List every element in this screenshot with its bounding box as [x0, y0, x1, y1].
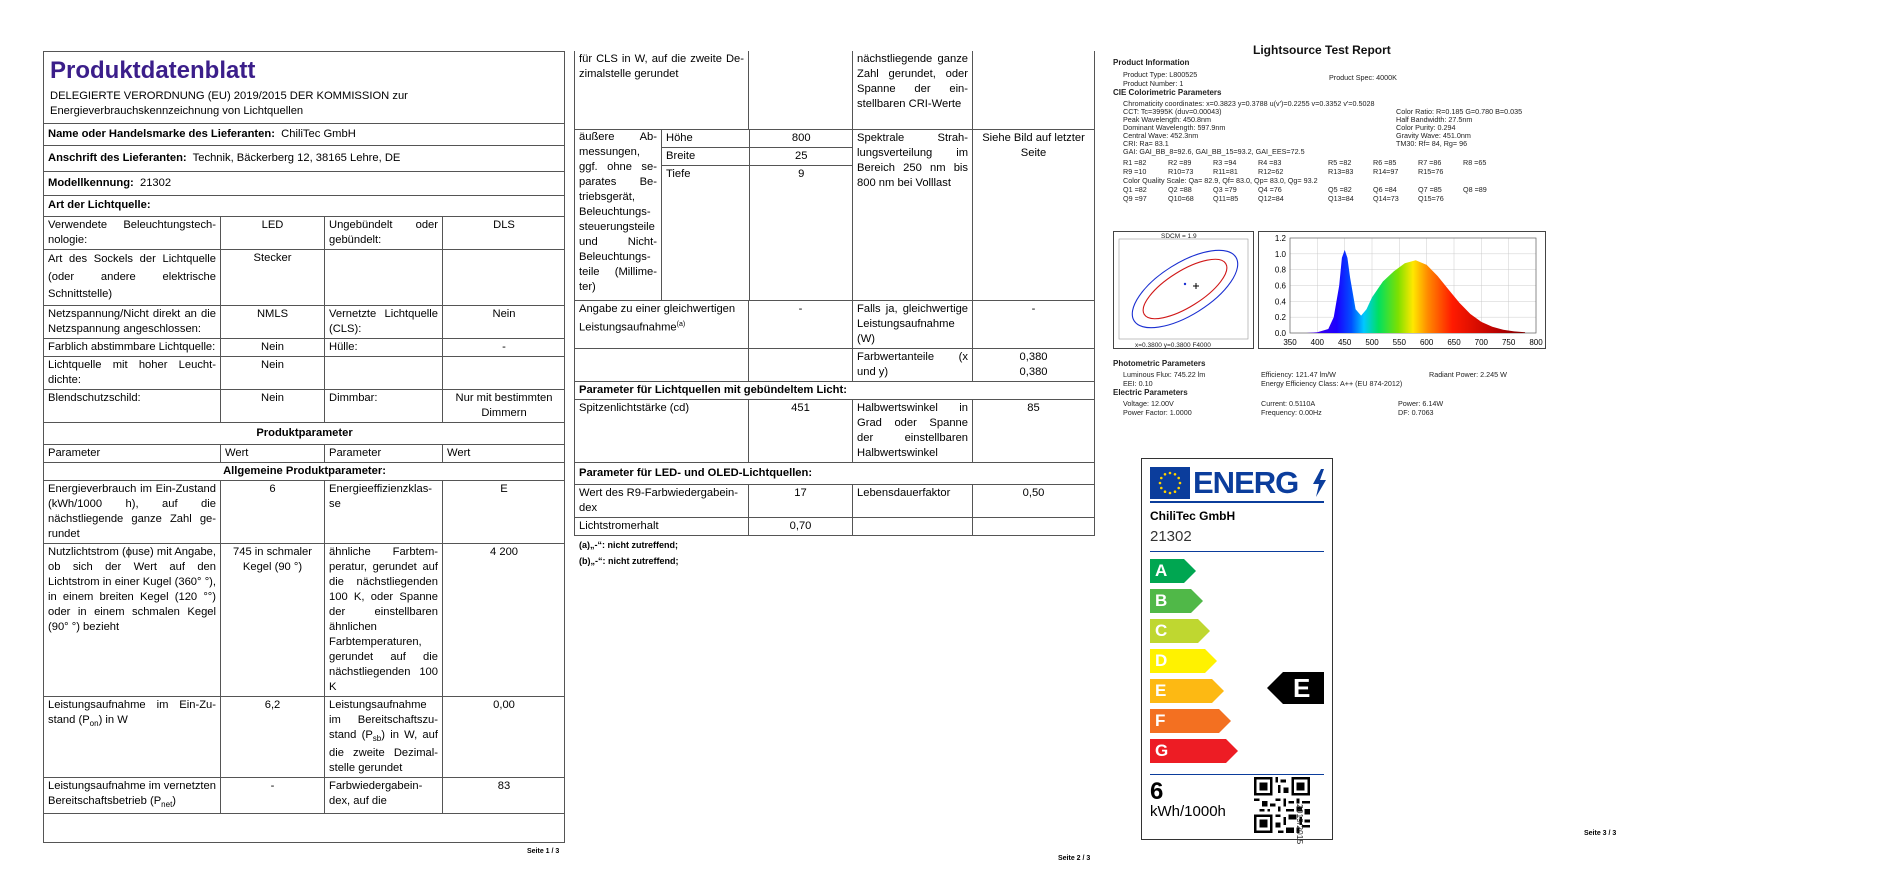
cell-value: Nur mit bestimmten Dimmern — [443, 389, 566, 422]
col-header-param: Parameter — [44, 444, 221, 462]
x-tick-label: 750 — [1501, 338, 1516, 347]
power: Power: 6.14W — [1398, 399, 1444, 408]
cell-value: 0,50 — [973, 485, 1095, 518]
y-tick-label: 1.0 — [1274, 249, 1286, 259]
cell-value: 451 — [749, 400, 853, 463]
cell-value: 0,380 0,380 — [973, 349, 1095, 382]
table-row — [44, 543, 566, 696]
product-number: Product Number: 1 — [1123, 79, 1184, 88]
q-value: Q15=76 — [1418, 194, 1444, 203]
cie-right-line: TM30: Rf= 84, Rg= 96 — [1396, 139, 1468, 148]
cell-label: für CLS in W, auf die zweite Dezimalstelle gerundet — [575, 51, 749, 130]
r-value: R7 =86 — [1418, 158, 1442, 167]
cell-value: - — [221, 777, 325, 813]
measured-point — [1184, 283, 1186, 285]
cell-value: 745 in schmaler Kegel (90 °) — [221, 543, 325, 696]
table-row — [575, 130, 1095, 301]
led-heading: Parameter für LED- und OLED-Lichtquellen: — [575, 463, 1095, 485]
cell-value: E — [443, 480, 566, 543]
page-number-2: Seite 2 / 3 — [1058, 855, 1091, 862]
cie-right-line: Gravity Wave: 451.0nm — [1396, 131, 1471, 140]
cell-value: 6 — [221, 480, 325, 543]
y-tick-label: 0.2 — [1274, 313, 1286, 323]
photometric-heading: Photometric Parameters — [1113, 359, 1206, 368]
col-header-param: Parameter — [325, 444, 443, 462]
r-value: R14=97 — [1373, 167, 1399, 176]
q-value: Q4 =76 — [1258, 185, 1282, 194]
cell-value: Nein — [443, 305, 566, 338]
cell-label: Ungebündelt oder gebündelt: — [325, 217, 443, 250]
page-number-1: Seite 1 / 3 — [527, 848, 560, 855]
cell-label: Energieeffizienzklasse — [325, 480, 443, 543]
r-value: R9 =10 — [1123, 167, 1147, 176]
page-number-3: Seite 3 / 3 — [1584, 830, 1617, 837]
voltage: Voltage: 12.00V — [1123, 399, 1174, 408]
product-params-heading: Produktparameter — [44, 422, 566, 444]
table-row — [44, 356, 566, 389]
cell-label: Netzspannung/Nicht direkt an die Netzspannung angeschlossen: — [44, 305, 221, 338]
r-value: R8 =65 — [1463, 158, 1487, 167]
cell-value: Nein — [221, 389, 325, 422]
cie-line: GAI: GAI_BB_8=92.6, GAI_BB_15=93.2, GAI_EES=72.5 — [1123, 147, 1305, 156]
cell-value: LED — [221, 217, 325, 250]
q-value: Q11=85 — [1213, 194, 1239, 203]
energy-class-b — [1150, 589, 1203, 613]
energy-class-letter: E — [1155, 681, 1167, 700]
width-label: Breite — [662, 148, 749, 166]
cell-value: DLS — [443, 217, 566, 250]
cell-label: Farblich abstimmbare Lichtquelle: — [44, 338, 221, 356]
address-label: Anschrift des Lieferanten: — [48, 152, 187, 164]
cie-line: Chromaticity coordinates: x=0.3823 y=0.3788 u(v')=0.2255 v=0.3352 v'=0.5028 — [1123, 99, 1375, 108]
y-tick-label: 0.4 — [1274, 297, 1286, 307]
energy-class-d — [1150, 649, 1217, 673]
cell-label: Halbwertswinkel in Grad oder Spanne der einstellbaren Halbwertswinkel — [853, 400, 973, 463]
r-value: R2 =89 — [1168, 158, 1192, 167]
table-row — [44, 389, 566, 422]
page-2 — [574, 51, 1093, 566]
q-value: Q9 =97 — [1123, 194, 1147, 203]
energy-class-letter: D — [1155, 651, 1168, 670]
x-tick-label: 550 — [1392, 338, 1407, 347]
cell-label: Leistungsaufnahme im Ein-Zustand $(P_{on})$ in W — [44, 696, 221, 777]
product-data-table — [43, 123, 565, 814]
energy-class-e — [1150, 679, 1224, 703]
energy-lightning-icon — [1311, 469, 1327, 497]
sdcm-label: SDCM = 1.9 — [1161, 233, 1197, 240]
table-row — [44, 217, 566, 250]
cie-line: Central Wave: 452.3nm — [1123, 131, 1199, 140]
selected-class-arrow — [1267, 672, 1324, 704]
y-tick-label: 0.0 — [1274, 329, 1286, 338]
product-data-table-2 — [574, 51, 1095, 536]
x-tick-label: 350 — [1283, 338, 1297, 347]
light-source-type-label: Art der Lichtquelle: — [44, 196, 566, 217]
luminous-flux: Luminous Flux: 745.22 lm — [1123, 370, 1206, 379]
energy-class-g — [1150, 739, 1238, 763]
y-tick-label: 0.6 — [1274, 281, 1286, 291]
r-value: R10=73 — [1168, 167, 1194, 176]
table-row — [575, 349, 1095, 382]
r-value: R5 =82 — [1328, 158, 1352, 167]
cell-label: Verwendete Beleuchtungstechnologie: — [44, 217, 221, 250]
table-row — [44, 696, 566, 777]
supplier-name: ChiliTec GmbH — [281, 128, 356, 140]
general-params-heading: Allgemeine Produktparameter: — [44, 462, 566, 480]
spectrum-chart — [1258, 231, 1546, 349]
q-value: Q5 =82 — [1328, 185, 1352, 194]
q-value: Q7 =85 — [1418, 185, 1442, 194]
x-tick-label: 500 — [1365, 338, 1379, 347]
energy-class-letter: A — [1155, 561, 1168, 580]
cie-line: Peak Wavelength: 450.8nm — [1123, 115, 1212, 124]
consumption-unit: kWh/1000h — [1150, 803, 1226, 820]
cell-value: Siehe Bild auf letzter Seite — [973, 130, 1095, 301]
cie-right-line: Color Purity: 0.294 — [1396, 123, 1456, 132]
cell-value: Nein — [221, 338, 325, 356]
x-tick-label: 800 — [1529, 338, 1543, 347]
cell-value: 0,70 — [749, 518, 853, 536]
product-type: Product Type: L800525 — [1123, 70, 1198, 79]
r-value: R6 =85 — [1373, 158, 1397, 167]
test-report — [1113, 44, 1543, 434]
chromaticity-diagram — [1113, 231, 1254, 349]
cell-label: Leistungsaufnahme im Bereitschaftszustand $(P_{sb})$ in W, auf die zweite Dezimalstelle gerundet — [325, 696, 443, 777]
table-row — [44, 250, 566, 306]
dimensions-label: äußere Abmessungen, ggf. ohne separates Betriebsgerät, Beleuchtungssteuerungsteile und Nicht-Beleuchtungsteile (Millimeter) — [575, 130, 662, 301]
power-factor: Power Factor: 1.0000 — [1123, 408, 1192, 417]
table-row — [575, 518, 1095, 536]
frequency: Frequency: 0.00Hz — [1261, 408, 1322, 417]
radiant-power: Radiant Power: 2.245 W — [1429, 370, 1507, 379]
q-value: Q13=84 — [1328, 194, 1354, 203]
x-tick-label: 700 — [1474, 338, 1489, 347]
width-value: 25 — [749, 148, 853, 166]
footnote-b: (b)„-“: nicht zutreffend; — [579, 556, 679, 566]
q-value: Q6 =84 — [1373, 185, 1397, 194]
cell-value: 85 — [973, 400, 1095, 463]
model-id: 21302 — [139, 177, 172, 189]
cell-label: Hülle: — [325, 338, 443, 356]
label-model: 21302 — [1150, 528, 1192, 545]
r-value: R13=83 — [1328, 167, 1354, 176]
col-header-value: Wert — [221, 444, 325, 462]
r-value: R1 =82 — [1123, 158, 1147, 167]
energy-class-letter: F — [1155, 711, 1166, 730]
chroma-caption: x=0.3800 y=0.3800 F4000 — [1135, 342, 1211, 349]
cell-label: Falls ja, gleichwertige Leistungsaufnahme (W) — [853, 301, 973, 349]
cell-label: Blendschutzschild: — [44, 389, 221, 422]
footnote-a: (a)„-“: nicht zutreffend; — [579, 540, 678, 550]
product-spec: Product Spec: 4000K — [1329, 73, 1397, 82]
x-tick-label: 650 — [1447, 338, 1461, 347]
y-tick-label: 1.2 — [1274, 234, 1286, 243]
energy-class-letter: C — [1155, 621, 1168, 640]
table-row — [575, 301, 1095, 349]
y-tick-label: 0.8 — [1274, 265, 1286, 275]
cell-label: Wert des R9-Farbwiedergabeindex — [575, 485, 749, 518]
cell-label: Nutzlichtstrom (ϕuse) mit Angabe, ob sich der Wert auf den Lichtstrom in einer Kugel (360° °), in einem breiten Kegel (120 °°) oder in einem schmalen Kegel (90° °) bezieht — [44, 543, 221, 696]
cell-value: - — [443, 338, 566, 356]
label-supplier: ChiliTec GmbH — [1150, 509, 1236, 523]
consumption-value: 6 — [1150, 778, 1164, 805]
energy-class-letter: B — [1155, 591, 1168, 610]
q-value: Q12=84 — [1258, 194, 1284, 203]
r-value: R11=81 — [1213, 167, 1238, 176]
r-value: R4 =83 — [1258, 158, 1282, 167]
label-regulation: 2019/2015 — [1295, 804, 1305, 845]
current: Current: 0.5110A — [1261, 399, 1316, 408]
height-value: 800 — [749, 130, 853, 148]
x-tick-label: 450 — [1337, 338, 1352, 347]
table-row — [44, 777, 566, 813]
q-value: Q3 =79 — [1213, 185, 1237, 194]
table-row — [44, 305, 566, 338]
cell-label: Leistungsaufnahme im vernetzten Bereitschaftsbetrieb $(P_{net})$ — [44, 777, 221, 813]
cie-line: CRI: Ra= 83.1 — [1123, 139, 1169, 148]
cell-label: Energieverbrauch im Ein-Zustand (kWh/1000 h), auf die nächstliegende ganze Zahl gerundet — [44, 480, 221, 543]
cie-line: CCT: Tc=3995K (duv=0.00043) — [1123, 107, 1222, 116]
cell-label: nächstliegende ganze Zahl gerundet, oder Spanne der einstellbaren CRI-Werte — [853, 51, 973, 130]
cell-label: Dimmbar: — [325, 389, 443, 422]
cell-value: Nein — [221, 356, 325, 389]
sheet-title: Produktdatenblatt — [50, 57, 256, 84]
cell-label: Lebensdauerfaktor — [853, 485, 973, 518]
cell-label: Lichtquelle mit hoher Leuchtdichte: — [44, 356, 221, 389]
r-value: R12=62 — [1258, 167, 1284, 176]
col-header-value: Wert — [443, 444, 566, 462]
table-row — [44, 480, 566, 543]
table-row — [575, 485, 1095, 518]
regulation-text: DELEGIERTE VERORDNUNG (EU) 2019/2015 DER KOMMISSION zur Energieverbrauchskennzeichnung von Lichtquellen — [50, 90, 408, 117]
cell-label: Angabe zu einer gleichwertigen Leistungsaufnahme$^{(a)}$ — [575, 301, 749, 349]
cell-value: NMLS — [221, 305, 325, 338]
cell-value: 83 — [443, 777, 566, 813]
x-tick-label: 600 — [1419, 338, 1434, 347]
cell-label: Farbwertanteile (x und y) — [853, 349, 973, 382]
eu-stars-icon — [1150, 467, 1190, 499]
cell-label: ähnliche Farbtemperatur, gerundet auf die nächstliegenden 100 K, oder Spanne der einstellbaren ähnlichen Farbtemperaturen, gerundet auf die nächstliegenden 100 K — [325, 543, 443, 696]
cell-value: - — [973, 301, 1095, 349]
dimensions-subtable — [662, 130, 853, 300]
q-value: Q14=73 — [1373, 194, 1399, 203]
energy-class-c — [1150, 619, 1210, 643]
cell-label: Spitzenlichtstärke (cd) — [575, 400, 749, 463]
eu-flag — [1150, 467, 1190, 499]
energy-class-f — [1150, 709, 1231, 733]
q-value: Q2 =88 — [1168, 185, 1192, 194]
table-row — [575, 400, 1095, 463]
cell-label: Spektrale Strahlungsverteilung im Bereich 250 nm bis 800 nm bei Volllast — [853, 130, 973, 301]
supplier-name-label: Name oder Handelsmarke des Lieferanten: — [48, 128, 275, 140]
product-info-heading: Product Information — [1113, 58, 1190, 67]
cell-label: Farbwiedergabeindex, auf die — [325, 777, 443, 813]
table-row — [44, 338, 566, 356]
r-value: R15=76 — [1418, 167, 1444, 176]
model-label: Modellkennung: — [48, 177, 134, 189]
cie-heading: CIE Colorimetric Parameters — [1113, 88, 1222, 97]
directional-heading: Parameter für Lichtquellen mit gebündeltem Licht: — [575, 382, 1095, 400]
df: DF: 0.7063 — [1398, 408, 1434, 417]
energy-class-letter: G — [1155, 741, 1169, 760]
electric-heading: Electric Parameters — [1113, 388, 1188, 397]
depth-value: 9 — [749, 166, 853, 301]
efficiency: Efficiency: 121.47 lm/W — [1261, 370, 1336, 379]
cell-value: Stecker — [221, 250, 325, 306]
r-value: R3 =94 — [1213, 158, 1237, 167]
height-label: Höhe — [662, 130, 749, 148]
energy-class-line: Energy Efficiency Class: A++ (EU 874-2012) — [1261, 379, 1403, 388]
depth-label: Tiefe — [662, 166, 749, 301]
x-tick-label: 400 — [1310, 338, 1325, 347]
q-value: Q8 =89 — [1463, 185, 1487, 194]
cqs-line: Color Quality Scale: Qa= 82.9, Qf= 83.0, Qp= 83.0, Qg= 93.2 — [1123, 176, 1318, 185]
q-value: Q10=68 — [1168, 194, 1194, 203]
table-row — [575, 51, 1095, 130]
q-value: Q1 =82 — [1123, 185, 1147, 194]
cell-label: Lichtstromerhalt — [575, 518, 749, 536]
cie-line: Dominant Wavelength: 597.9nm — [1123, 123, 1226, 132]
supplier-address: Technik, Bäckerberg 12, 38165 Lehre, DE — [192, 152, 401, 164]
cell-label: Vernetzte Lichtquelle (CLS): — [325, 305, 443, 338]
cell-value: - — [749, 301, 853, 349]
cell-label: Art des Sockels der Lichtquelle (oder andere elektrische Schnittstelle) — [44, 250, 221, 306]
energy-class-a — [1150, 559, 1196, 583]
energy-logo-text: ENERG — [1193, 465, 1299, 500]
cie-right-line: Color Ratio: R=0.185 G=0.780 B=0.035 — [1396, 107, 1523, 116]
eei: EEI: 0.10 — [1123, 379, 1153, 388]
energy-label — [1141, 458, 1333, 845]
cie-right-line: Half Bandwidth: 27.5nm — [1396, 115, 1473, 124]
cell-value: 0,00 — [443, 696, 566, 777]
report-title: Lightsource Test Report — [1253, 43, 1391, 57]
selected-class-letter: E — [1293, 673, 1311, 703]
page-1 — [43, 51, 565, 843]
cell-value: 17 — [749, 485, 853, 518]
cell-value: 4 200 — [443, 543, 566, 696]
cell-value: 6,2 — [221, 696, 325, 777]
